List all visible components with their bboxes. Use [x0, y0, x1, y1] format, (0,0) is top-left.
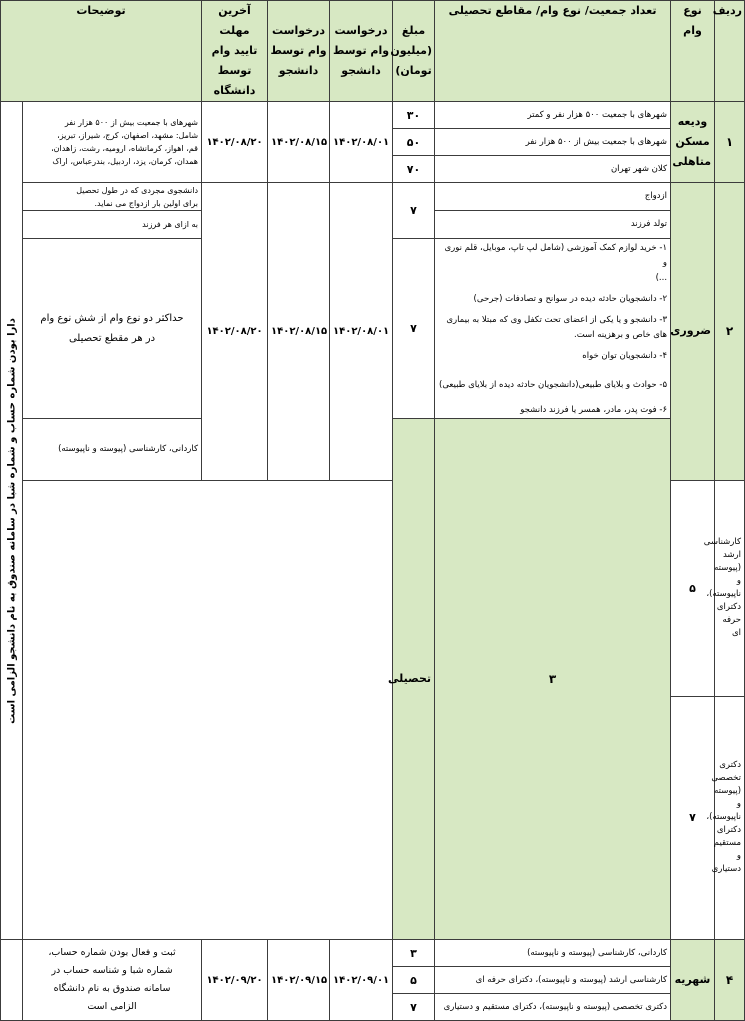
amount-cell: ۳	[393, 940, 435, 967]
condition-cell: تولد فرزند	[435, 211, 671, 239]
student-request-date: ۱۴۰۲/۰۸/۰۱	[330, 102, 393, 183]
amount-cell: ۵	[671, 480, 715, 696]
side-note-filler	[1, 940, 23, 1021]
loan-type-cell	[388, 419, 435, 940]
notes-line: سامانه صندوق به نام دانشگاه	[53, 983, 171, 994]
header-line: وام توسط	[270, 44, 327, 57]
amount-cell: ۷۰	[393, 156, 435, 183]
student-request-date: ۱۴۰۲/۰۸/۰۱	[330, 183, 393, 481]
notes-cell	[23, 102, 202, 183]
condition-line: های خاص و برهزینه است.	[574, 330, 668, 340]
header-student-request-2	[268, 1, 330, 102]
header-amount-line: مبلغ	[401, 24, 426, 37]
loan-type-line: متاهلی	[672, 155, 712, 168]
loan-type-cell	[671, 940, 715, 1021]
header-notes: توضیحات	[1, 1, 202, 102]
condition-cell: کاردانی، کارشناسی (پیوسته و ناپیوسته)	[23, 419, 202, 481]
header-row-no: ردیف	[715, 1, 745, 102]
header-line: وام توسط	[332, 44, 390, 57]
condition-cell: کارشناسی ارشد (پیوسته و ناپیوسته)، دکترای حرفه ای	[715, 480, 745, 696]
amount-cell: ۵۰	[393, 129, 435, 156]
notes-line: شامل: مشهد، اصفهان، کرج، شیراز، تبریز،	[57, 131, 199, 140]
notes-line: همدان، کرمان، یزد، اردبیل، بندرعباس، اراک	[52, 157, 199, 166]
condition-cell: کارشناسی ارشد (پیوسته و ناپیوسته)، دکترای حرفه ای	[435, 967, 671, 994]
row-number: ۲	[715, 183, 745, 481]
condition-cell: دکتری تخصصی (پیوسته و ناپیوسته)، دکترای مستقیم و دستیاری	[715, 696, 745, 939]
amount-cell: ۷	[393, 239, 435, 419]
university-approval-date: ۱۴۰۲/۰۸/۲۰	[202, 183, 268, 481]
notes-line: شهرهای با جمعیت بیش از ۵۰۰ هزار نفر	[64, 118, 199, 127]
header-line: تایید وام	[211, 44, 258, 57]
header-line: توسط دانشگاه	[213, 64, 256, 97]
notes-line: قم، اهواز، کرمانشاه، ارومیه، رشت، زاهدان،	[51, 144, 199, 153]
notes-line: در هر مقطع تحصیلی	[68, 332, 156, 344]
row-number: ۳	[435, 419, 671, 940]
header-conditions: تعداد جمعیت/ نوع وام/ مقاطع تحصیلی	[435, 1, 671, 102]
header-row	[1, 1, 745, 102]
table-row	[1, 183, 745, 211]
amount-cell: ۳۰	[393, 102, 435, 129]
student-request-date-2: ۱۴۰۲/۰۸/۱۵	[268, 102, 330, 183]
condition-line: ۲- دانشجویان حادثه دیده در سوانح و تصادفات (جرحی)	[473, 294, 668, 304]
loan-type-line: مسکن	[675, 135, 710, 148]
condition-cell: کاردانی، کارشناسی (پیوسته و ناپیوسته)	[435, 940, 671, 967]
university-approval-date: ۱۴۰۲/۰۸/۲۰	[202, 102, 268, 183]
header-line: دانشجو	[341, 64, 381, 77]
student-request-date-2: ۱۴۰۲/۰۹/۱۵	[268, 940, 330, 1021]
notes-line: حداکثر دو نوع وام از شش نوع وام	[40, 312, 184, 324]
notes-cell	[23, 183, 202, 211]
notes-cell: به ازای هر فرزند	[23, 211, 202, 239]
notes-line: الزامی است	[87, 1001, 137, 1012]
notes-line: ثبت و فعال بودن شماره حساب،	[48, 947, 176, 958]
condition-cell: شهرهای با جمعیت بیش از ۵۰۰ هزار نفر	[435, 129, 671, 156]
condition-cell: کلان شهر تهران	[435, 156, 671, 183]
header-loan-type: نوع وام	[671, 1, 715, 102]
header-line: دانشجو	[278, 64, 319, 77]
loan-type-line: ضروری	[670, 324, 712, 338]
amount-cell: ۷	[393, 183, 435, 239]
row-number: ۴	[715, 940, 745, 1021]
amount-cell: ۵	[393, 967, 435, 994]
condition-cell: ازدواج	[435, 183, 671, 211]
loan-type-line: ودیعه	[677, 115, 708, 128]
header-university-approval	[202, 1, 268, 102]
notes-cell	[23, 239, 202, 419]
notes-cell	[23, 940, 202, 1021]
loan-type-cell	[671, 183, 715, 481]
condition-line: ۱- خرید لوازم کمک آموزشی (شامل لپ تاپ، موبایل، قلم نوری و	[444, 243, 668, 268]
header-line: درخواست	[334, 24, 388, 37]
condition-list-cell	[435, 239, 671, 419]
header-student-request	[330, 1, 393, 102]
condition-line: ۵- حوادث و بلایای طبیعی(دانشجویان حادثه دیده از بلایای طبیعی)	[439, 380, 668, 390]
loan-type-line: تحصیلی	[388, 672, 432, 685]
condition-cell: دکتری تخصصی (پیوسته و ناپیوسته)، دکترای مستقیم و دستیاری	[435, 994, 671, 1021]
notes-line: شماره شبا و شناسه حساب در	[51, 965, 173, 976]
header-amount	[390, 1, 435, 102]
header-line: آخرین مهلت	[218, 4, 251, 37]
condition-line: ۶- فوت پدر، مادر، همسر یا فرزند دانشجو	[520, 405, 668, 415]
header-amount-line: تومان)	[395, 64, 432, 77]
loan-type-cell	[671, 102, 715, 183]
side-note: دارا بودن شماره حساب و شماره شبا در سامانه صندوق به نام دانشجو الزامی است	[6, 317, 17, 724]
notes-line: برای اولین بار ازدواج می نماید.	[94, 198, 199, 208]
amount-cell: ۷	[393, 994, 435, 1021]
condition-line: ۴- دانشجویان توان خواه	[582, 351, 668, 361]
amount-cell: ۷	[671, 696, 715, 939]
condition-line: ۳- دانشجو و یا یکی از اعضای تحت تکفل وی که مبتلا به بیماری	[446, 315, 668, 325]
student-request-date-2: ۱۴۰۲/۰۸/۱۵	[268, 183, 330, 481]
condition-line: ...)	[655, 273, 668, 283]
header-line: درخواست	[271, 24, 326, 37]
table-row	[1, 102, 745, 129]
student-request-date: ۱۴۰۲/۰۹/۰۱	[330, 940, 393, 1021]
side-note-cell	[1, 102, 23, 940]
university-approval-date: ۱۴۰۲/۰۹/۲۰	[202, 940, 268, 1021]
loan-type-line: شهریه	[674, 973, 711, 986]
notes-line: دانشجوی مجردی که در طول تحصیل	[76, 185, 199, 195]
row-number: ۱	[715, 102, 745, 183]
table-row	[1, 940, 745, 967]
condition-cell: شهرهای با جمعیت ۵۰۰ هزار نفر و کمتر	[435, 102, 671, 129]
header-amount-line: (میلیون	[390, 44, 433, 57]
